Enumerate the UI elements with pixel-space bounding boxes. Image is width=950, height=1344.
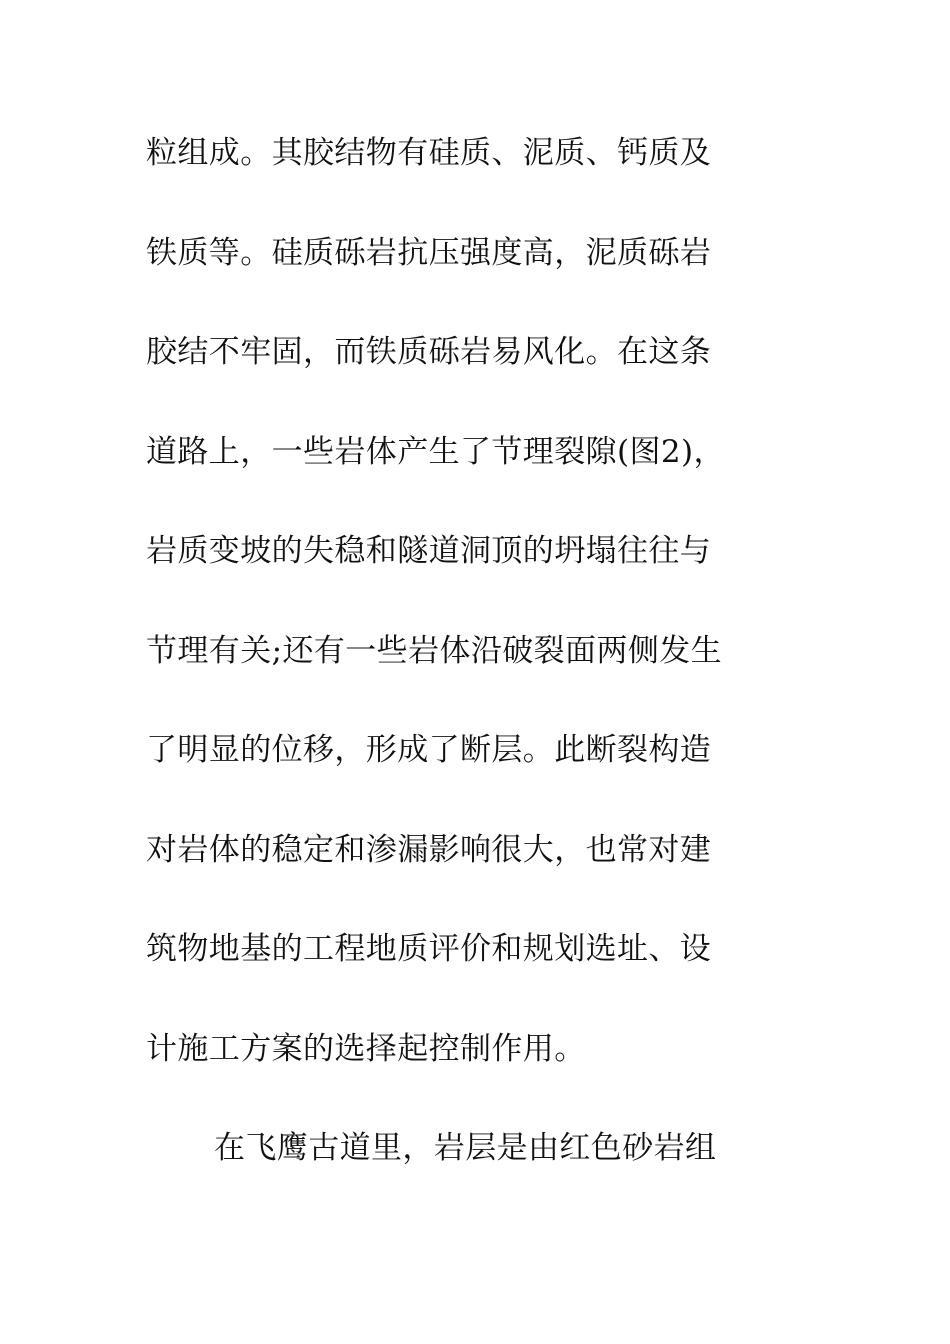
text-line-7: 了明显的位移，形成了断层。此断裂构造 xyxy=(146,732,712,768)
paragraph-start-line: 在飞鹰古道里，岩层是由红色砂岩组 xyxy=(214,1130,717,1166)
text-line-8: 对岩体的稳定和渗漏影响很大，也常对建 xyxy=(146,831,712,868)
text-line-9: 筑物地基的工程地质评价和规划选址、设 xyxy=(146,931,712,967)
document-body xyxy=(146,128,806,1223)
text-line-2: 铁质等。硅质砾岩抗压强度高，泥质砾岩 xyxy=(146,234,712,271)
text-line-6: 节理有关;还有一些岩体沿破裂面两侧发生 xyxy=(146,632,723,669)
text-line-5: 岩质变坡的失稳和隧道洞顶的坍塌往往与 xyxy=(146,533,712,569)
text-line-10: 计施工方案的选择起控制作用。 xyxy=(146,1030,586,1067)
text-line-1: 粒组成。其胶结物有硅质、泥质、钙质及 xyxy=(146,135,712,171)
text-line-4: 道路上，一些岩体产生了节理裂隙(图2)， xyxy=(146,433,725,470)
text-line-3: 胶结不牢固，而铁质砾岩易风化。在这条 xyxy=(146,334,712,370)
